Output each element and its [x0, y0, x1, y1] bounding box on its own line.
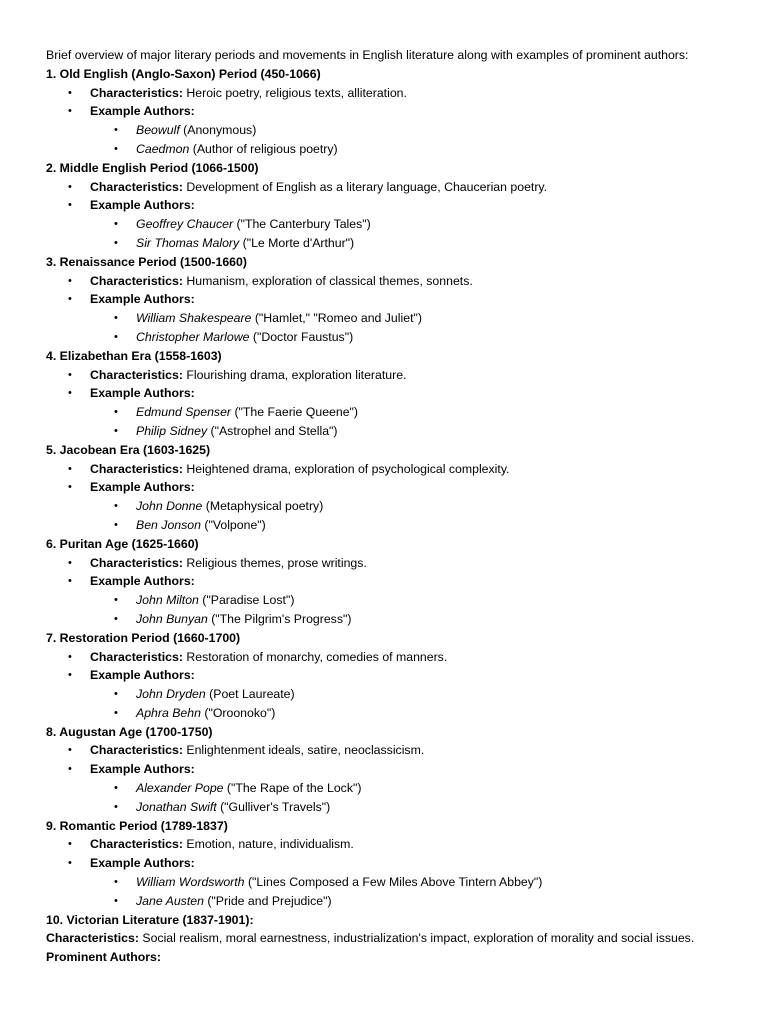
- example-authors-item: [46, 572, 746, 591]
- period-section: [46, 441, 746, 535]
- author-item: [46, 873, 746, 892]
- characteristics-item: [46, 84, 746, 103]
- period-heading: 7. Restoration Period (1660-1700): [46, 630, 241, 645]
- bullet-icon: •: [68, 650, 72, 663]
- author-work: ("Doctor Faustus"): [249, 329, 354, 344]
- author-item: [46, 798, 746, 817]
- author-name: Philip Sidney: [136, 423, 208, 438]
- period-heading: 3. Renaissance Period (1500-1660): [46, 254, 247, 269]
- author-work: ("Gulliver's Travels"): [216, 799, 331, 814]
- author-name: John Bunyan: [136, 611, 208, 626]
- author-item: [46, 704, 746, 723]
- author-name: Geoffrey Chaucer: [136, 217, 234, 232]
- bullet-icon: •: [68, 199, 72, 212]
- bullet-icon: •: [114, 218, 118, 231]
- victorian-characteristics: [46, 929, 746, 948]
- characteristics-text: Restoration of monarchy, comedies of manners.: [186, 649, 448, 664]
- period-heading: 6. Puritan Age (1625-1660): [46, 536, 199, 551]
- author-name: Edmund Spenser: [136, 405, 232, 420]
- author-item: [46, 140, 746, 159]
- author-work: (Poet Laureate): [205, 687, 295, 702]
- author-item: [46, 215, 746, 234]
- author-item: [46, 685, 746, 704]
- example-authors-label: Example Authors:: [90, 198, 195, 213]
- bullet-icon: •: [114, 142, 118, 155]
- bullet-icon: •: [114, 518, 118, 531]
- periods-list: [46, 65, 746, 911]
- example-authors-item: [46, 478, 746, 497]
- author-item: [46, 610, 746, 629]
- characteristics-item: [46, 460, 746, 479]
- period-section: [46, 817, 746, 911]
- period-heading: 1. Old English (Anglo-Saxon) Period (450-1066): [46, 66, 321, 81]
- characteristics-text: Development of English as a literary language, Chaucerian poetry.: [186, 179, 548, 194]
- bullet-icon: •: [114, 706, 118, 719]
- prominent-authors-label: Prominent Authors:: [46, 950, 161, 965]
- characteristics-text: Humanism, exploration of classical themes, sonnets.: [186, 273, 473, 288]
- characteristics-item: [46, 366, 746, 385]
- bullet-icon: •: [68, 105, 72, 118]
- period-section: [46, 159, 746, 253]
- example-authors-item: [46, 196, 746, 215]
- bullet-icon: •: [114, 236, 118, 249]
- characteristics-label: Characteristics:: [90, 273, 183, 288]
- author-item: [46, 422, 746, 441]
- period-section: [46, 629, 746, 723]
- author-name: Jonathan Swift: [136, 799, 217, 814]
- author-item: [46, 892, 746, 911]
- period-section: [46, 253, 746, 347]
- author-item: [46, 234, 746, 253]
- bullet-icon: •: [68, 556, 72, 569]
- characteristics-text: Social realism, moral earnestness, industrialization's impact, exploration of morality and social issues.: [142, 931, 695, 946]
- author-work: (Author of religious poetry): [189, 141, 338, 156]
- author-name: Aphra Behn: [136, 705, 201, 720]
- example-authors-item: [46, 760, 746, 779]
- author-work: ("Le Morte d'Arthur"): [239, 235, 355, 250]
- period-section: [46, 347, 746, 441]
- author-item: [46, 309, 746, 328]
- bullet-icon: •: [114, 876, 118, 889]
- bullet-icon: •: [68, 293, 72, 306]
- bullet-icon: •: [114, 312, 118, 325]
- author-work: (Metaphysical poetry): [202, 499, 324, 514]
- characteristics-label: Characteristics:: [90, 649, 183, 664]
- characteristics-label: Characteristics:: [90, 179, 183, 194]
- characteristics-text: Religious themes, prose writings.: [186, 555, 367, 570]
- characteristics-item: [46, 648, 746, 667]
- characteristics-label: Characteristics:: [46, 931, 139, 946]
- author-work: ("Hamlet," "Romeo and Juliet"): [251, 311, 422, 326]
- period-heading: 2. Middle English Period (1066-1500): [46, 160, 259, 175]
- victorian-heading: 10. Victorian Literature (1837-1901):: [46, 912, 254, 927]
- author-name: Christopher Marlowe: [136, 329, 250, 344]
- bullet-icon: •: [68, 180, 72, 193]
- characteristics-text: Heroic poetry, religious texts, alliteration.: [186, 85, 407, 100]
- characteristics-label: Characteristics:: [90, 461, 183, 476]
- characteristics-text: Heightened drama, exploration of psychological complexity.: [186, 461, 510, 476]
- bullet-icon: •: [114, 688, 118, 701]
- example-authors-item: [46, 290, 746, 309]
- author-item: [46, 403, 746, 422]
- bullet-icon: •: [114, 124, 118, 137]
- author-name: John Dryden: [136, 687, 206, 702]
- characteristics-label: Characteristics:: [90, 555, 183, 570]
- bullet-icon: •: [114, 330, 118, 343]
- period-heading: 8. Augustan Age (1700-1750): [46, 724, 213, 739]
- author-name: Caedmon: [136, 141, 190, 156]
- bullet-icon: •: [114, 782, 118, 795]
- author-name: William Shakespeare: [136, 311, 252, 326]
- author-work: ("The Rape of the Lock"): [223, 781, 362, 796]
- characteristics-label: Characteristics:: [90, 367, 183, 382]
- author-name: Alexander Pope: [136, 781, 224, 796]
- bullet-icon: •: [68, 763, 72, 776]
- author-name: John Donne: [136, 499, 203, 514]
- author-work: ("Volpone"): [200, 517, 266, 532]
- period-section: [46, 65, 746, 159]
- author-work: ("The Faerie Queene"): [231, 405, 359, 420]
- period-heading: 9. Romantic Period (1789-1837): [46, 818, 228, 833]
- author-name: Jane Austen: [136, 893, 204, 908]
- bullet-icon: •: [68, 368, 72, 381]
- document-page: [46, 46, 746, 967]
- bullet-icon: •: [68, 387, 72, 400]
- bullet-icon: •: [114, 594, 118, 607]
- bullet-icon: •: [68, 481, 72, 494]
- author-name: John Milton: [136, 593, 199, 608]
- example-authors-item: [46, 102, 746, 121]
- bullet-icon: •: [68, 838, 72, 851]
- bullet-icon: •: [114, 894, 118, 907]
- characteristics-item: [46, 178, 746, 197]
- author-work: (Anonymous): [179, 123, 257, 138]
- characteristics-label: Characteristics:: [90, 837, 183, 852]
- characteristics-item: [46, 272, 746, 291]
- example-authors-item: [46, 854, 746, 873]
- author-name: Sir Thomas Malory: [136, 235, 240, 250]
- bullet-icon: •: [114, 800, 118, 813]
- author-name: Beowulf: [136, 123, 180, 138]
- period-heading: 4. Elizabethan Era (1558-1603): [46, 348, 222, 363]
- period-section: [46, 535, 746, 629]
- bullet-icon: •: [68, 462, 72, 475]
- characteristics-label: Characteristics:: [90, 85, 183, 100]
- bullet-icon: •: [68, 575, 72, 588]
- bullet-icon: •: [68, 744, 72, 757]
- example-authors-item: [46, 666, 746, 685]
- author-item: [46, 121, 746, 140]
- example-authors-item: [46, 384, 746, 403]
- author-name: William Wordsworth: [136, 875, 245, 890]
- author-work: ("Oroonoko"): [200, 705, 276, 720]
- example-authors-label: Example Authors:: [90, 856, 195, 871]
- author-item: [46, 516, 746, 535]
- author-item: [46, 591, 746, 610]
- characteristics-item: [46, 554, 746, 573]
- author-work: ("Lines Composed a Few Miles Above Tintern Abbey"): [244, 875, 543, 890]
- author-name: Ben Jonson: [136, 517, 201, 532]
- bullet-icon: •: [114, 406, 118, 419]
- period-section: [46, 723, 746, 817]
- author-work: ("Pride and Prejudice"): [203, 893, 332, 908]
- example-authors-label: Example Authors:: [90, 104, 195, 119]
- bullet-icon: •: [68, 857, 72, 870]
- author-work: ("The Pilgrim's Progress"): [207, 611, 352, 626]
- author-work: ("Paradise Lost"): [198, 593, 295, 608]
- author-item: [46, 779, 746, 798]
- author-work: ("Astrophel and Stella"): [207, 423, 338, 438]
- characteristics-label: Characteristics:: [90, 743, 183, 758]
- characteristics-item: [46, 741, 746, 760]
- example-authors-label: Example Authors:: [90, 292, 195, 307]
- bullet-icon: •: [114, 424, 118, 437]
- example-authors-label: Example Authors:: [90, 762, 195, 777]
- example-authors-label: Example Authors:: [90, 574, 195, 589]
- intro-text: Brief overview of major literary periods and movements in English literature along with examples of prominent authors:: [46, 48, 689, 62]
- characteristics-text: Emotion, nature, individualism.: [186, 837, 354, 852]
- bullet-icon: •: [68, 86, 72, 99]
- author-item: [46, 497, 746, 516]
- bullet-icon: •: [114, 500, 118, 513]
- period-heading: 5. Jacobean Era (1603-1625): [46, 442, 211, 457]
- example-authors-label: Example Authors:: [90, 386, 195, 401]
- characteristics-text: Flourishing drama, exploration literature.: [186, 367, 407, 382]
- characteristics-text: Enlightenment ideals, satire, neoclassicism.: [186, 743, 425, 758]
- bullet-icon: •: [68, 669, 72, 682]
- author-work: ("The Canterbury Tales"): [233, 217, 371, 232]
- author-item: [46, 328, 746, 347]
- characteristics-item: [46, 835, 746, 854]
- example-authors-label: Example Authors:: [90, 668, 195, 683]
- bullet-icon: •: [114, 612, 118, 625]
- example-authors-label: Example Authors:: [90, 480, 195, 495]
- bullet-icon: •: [68, 274, 72, 287]
